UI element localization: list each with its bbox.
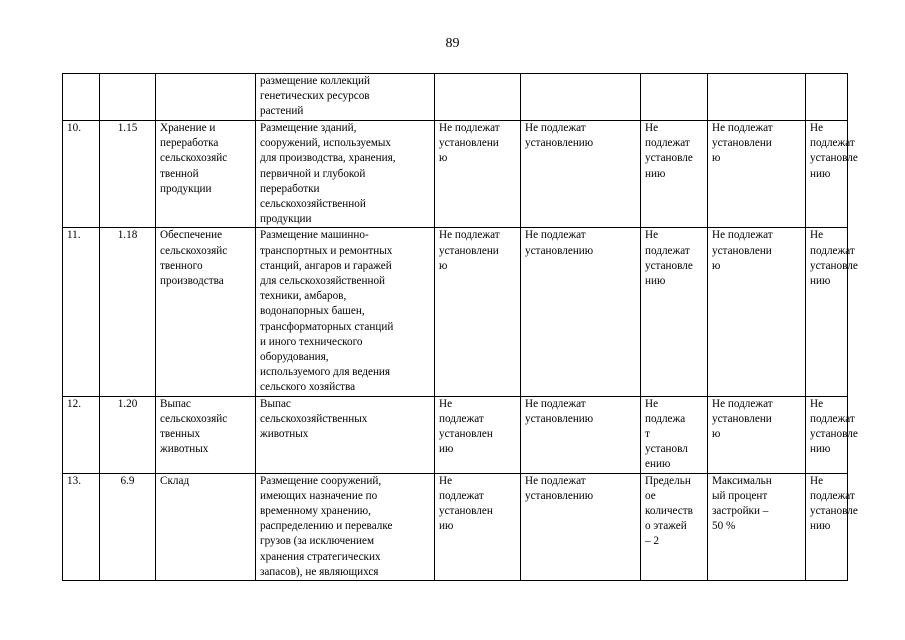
cell-text-line: станций, ангаров и гаражей [260,259,392,272]
cell-text-line: Выпас [260,397,291,410]
table-row [63,121,848,228]
cell-text-line: Не подлежат [525,122,586,134]
cell-text-line: ению [645,458,671,471]
cell-text-line: подлежа [645,412,686,425]
cell-text-line: грузов (за исключением [260,535,375,548]
parameter-cell-5 [435,121,521,228]
cell-text-line: твенных [160,428,201,441]
use-name-cell [156,396,256,473]
row-number-cell: 10. [63,121,100,228]
row-number-cell [63,74,100,121]
cell-text-line: Не подлежат [712,397,773,410]
parameter-cell-9 [806,396,858,473]
parameter-cell-8 [708,121,806,228]
cell-text-line: ю [712,428,721,441]
cell-text-line: переработка [160,137,219,150]
use-code-cell [100,74,156,121]
parameter-cell-5 [435,473,521,580]
cell-text-line: Не подлежат [712,229,773,242]
use-code-cell: 6.9 [100,473,156,580]
cell-text-line: ию [439,520,454,533]
cell-text-line: Не подлежат [439,122,500,134]
table-row [63,74,848,121]
cell-text-line: сельскохозяйственной [260,198,366,211]
cell-text-line: установлени [439,244,499,257]
cell-text-line: ю [439,152,448,165]
parameter-cell-7 [641,473,708,580]
cell-text-line: о этажей [645,520,687,533]
cell-text-line: подлежат [439,412,484,425]
cell-text-line: сельского хозяйства [260,381,356,394]
zoning-regulations-table [62,73,858,581]
cell-text-line: распределению и перевалке [260,520,393,533]
table-row [63,228,848,396]
use-name-cell [156,74,256,121]
cell-text-line: установлению [525,412,594,425]
cell-text-line: Выпас [160,397,191,410]
cell-text-line: установлению [525,244,594,257]
cell-text-line: запасов), не являющихся [260,565,379,578]
parameter-cell-5 [435,228,521,396]
cell-text-line: для сельскохозяйственной [260,275,386,288]
cell-text-line: генетических ресурсов [260,90,370,103]
cell-text-line: установлению [525,489,594,502]
cell-text-line: нию [645,275,666,288]
cell-text-line: подлежат [645,137,690,150]
cell-text-line: нию [810,167,831,180]
cell-text-line: Не подлежат [525,229,586,242]
cell-text-line: размещение коллекций [260,75,371,87]
parameter-cell-9 [806,228,858,396]
cell-text-line: продукции [160,182,212,195]
parameter-cell-6 [521,121,641,228]
use-description-cell [256,228,435,396]
parameter-cell-8 [708,473,806,580]
cell-text-line: т [645,428,650,441]
cell-text-line: производства [160,275,224,288]
cell-text-line: установлению [525,137,594,150]
cell-text-line: нию [810,520,831,533]
parameter-cell-9 [806,74,848,121]
cell-text-line: нию [810,275,831,288]
cell-text-line: установле [810,259,858,272]
parameter-cell-5 [435,74,521,121]
cell-text-line: переработки [260,182,320,195]
cell-text-line: Обеспечение [160,229,223,242]
cell-text-line: водонапорных башен, [260,305,365,318]
cell-text-line: животных [260,428,309,441]
parameter-cell-9 [806,121,858,228]
cell-text-line: сельскохозяйс [160,244,228,257]
parameter-cell-7 [641,121,708,228]
cell-text-line: и иного технического [260,335,363,348]
cell-text-line: застройки – [712,505,769,518]
cell-text-line: подлежат [810,244,855,257]
cell-text-line: подлежат [810,489,855,502]
cell-text-line: Не подлежат [525,474,586,487]
cell-text-line: используемого для ведения [260,366,391,379]
page-number: 89 [445,36,460,51]
cell-text-line: Не [645,397,659,410]
cell-text-line: животных [160,443,209,456]
use-description-cell [256,121,435,228]
cell-text-line: сельскохозяйс [160,412,228,425]
row-number-cell: 12. [63,396,100,473]
cell-text-line: растений [260,105,304,118]
use-code-cell: 1.18 [100,228,156,396]
use-code-cell: 1.20 [100,396,156,473]
cell-text-line: 50 % [712,520,736,533]
cell-text-line: Не подлежат [439,229,500,242]
cell-text-line: Не [810,229,824,242]
cell-text-line: сельскохозяйс [160,152,228,165]
use-description-cell [256,74,435,121]
use-description-cell [256,473,435,580]
cell-text-line: ю [712,259,721,272]
cell-text-line: установле [810,152,858,165]
cell-text-line: установлени [712,244,772,257]
cell-text-line: хранения стратегических [260,550,381,563]
cell-text-line: Не [810,122,824,134]
parameter-cell-8 [708,228,806,396]
parameter-cell-7 [641,228,708,396]
cell-text-line: первичной и глубокой [260,167,366,180]
cell-text-line: нию [645,167,666,180]
cell-text-line: установле [810,428,858,441]
cell-text-line: ый процент [712,489,768,502]
cell-text-line: установлени [712,137,772,150]
cell-text-line: подлежат [810,137,855,150]
parameter-cell-7 [641,396,708,473]
cell-text-line: ю [439,259,448,272]
parameter-cell-7 [641,74,708,121]
cell-text-line: Не [810,397,824,410]
use-code-cell: 1.15 [100,121,156,228]
cell-text-line: сельскохозяйственных [260,412,368,425]
table-row [63,473,848,580]
cell-text-line: Не [439,474,453,487]
cell-text-line: твенного [160,259,203,272]
cell-text-line: оборудования, [260,351,329,364]
row-number-cell: 13. [63,473,100,580]
cell-text-line: Склад [160,474,190,487]
cell-text-line: нию [810,443,831,456]
cell-text-line: Не подлежат [712,122,773,134]
cell-text-line: установле [645,259,693,272]
parameter-cell-6 [521,228,641,396]
cell-text-line: установле [810,505,858,518]
cell-text-line: Не [645,122,659,134]
parameter-cell-5 [435,396,521,473]
cell-text-line: Не [645,229,659,242]
cell-text-line: Не подлежат [525,397,586,410]
cell-text-line: техники, амбаров, [260,290,347,303]
use-name-cell [156,473,256,580]
cell-text-line: продукции [260,213,312,226]
cell-text-line: Размещение сооружений, [260,474,382,487]
cell-text-line: Хранение и [160,122,216,134]
cell-text-line: сооружений, используемых [260,137,392,150]
cell-text-line: подлежат [645,244,690,257]
cell-text-line: временному хранению, [260,505,371,518]
cell-text-line: ию [439,443,454,456]
cell-text-line: установлени [439,137,499,150]
cell-text-line: ю [712,152,721,165]
cell-text-line: количеств [645,505,693,518]
table-row [63,396,848,473]
cell-text-line: твенной [160,167,199,180]
use-description-cell [256,396,435,473]
parameter-cell-9 [806,473,858,580]
cell-text-line: Не [439,397,453,410]
cell-text-line: установлен [439,428,493,441]
cell-text-line: для производства, хранения, [260,152,396,165]
parameter-cell-8 [708,74,806,121]
cell-text-line: установле [645,152,693,165]
cell-text-line: Максимальн [712,474,772,487]
cell-text-line: Не [810,474,824,487]
cell-text-line: трансформаторных станций [260,320,394,333]
table-body [63,74,858,581]
parameter-cell-6 [521,473,641,580]
use-name-cell [156,121,256,228]
cell-text-line: имеющих назначение по [260,489,378,502]
cell-text-line: – 2 [645,535,659,548]
parameter-cell-6 [521,396,641,473]
cell-text-line: Предельн [645,474,691,487]
cell-text-line: установл [645,443,688,456]
cell-text-line: подлежат [810,412,855,425]
cell-text-line: установлен [439,505,493,518]
parameter-cell-8 [708,396,806,473]
row-number-cell: 11. [63,228,100,396]
cell-text-line: установлени [712,412,772,425]
cell-text-line: Размещение машинно- [260,229,369,242]
parameter-cell-6 [521,74,641,121]
use-name-cell [156,228,256,396]
cell-text-line: ое [645,489,656,502]
cell-text-line: Размещение зданий, [260,122,357,134]
cell-text-line: транспортных и ремонтных [260,244,393,257]
cell-text-line: подлежат [439,489,484,502]
